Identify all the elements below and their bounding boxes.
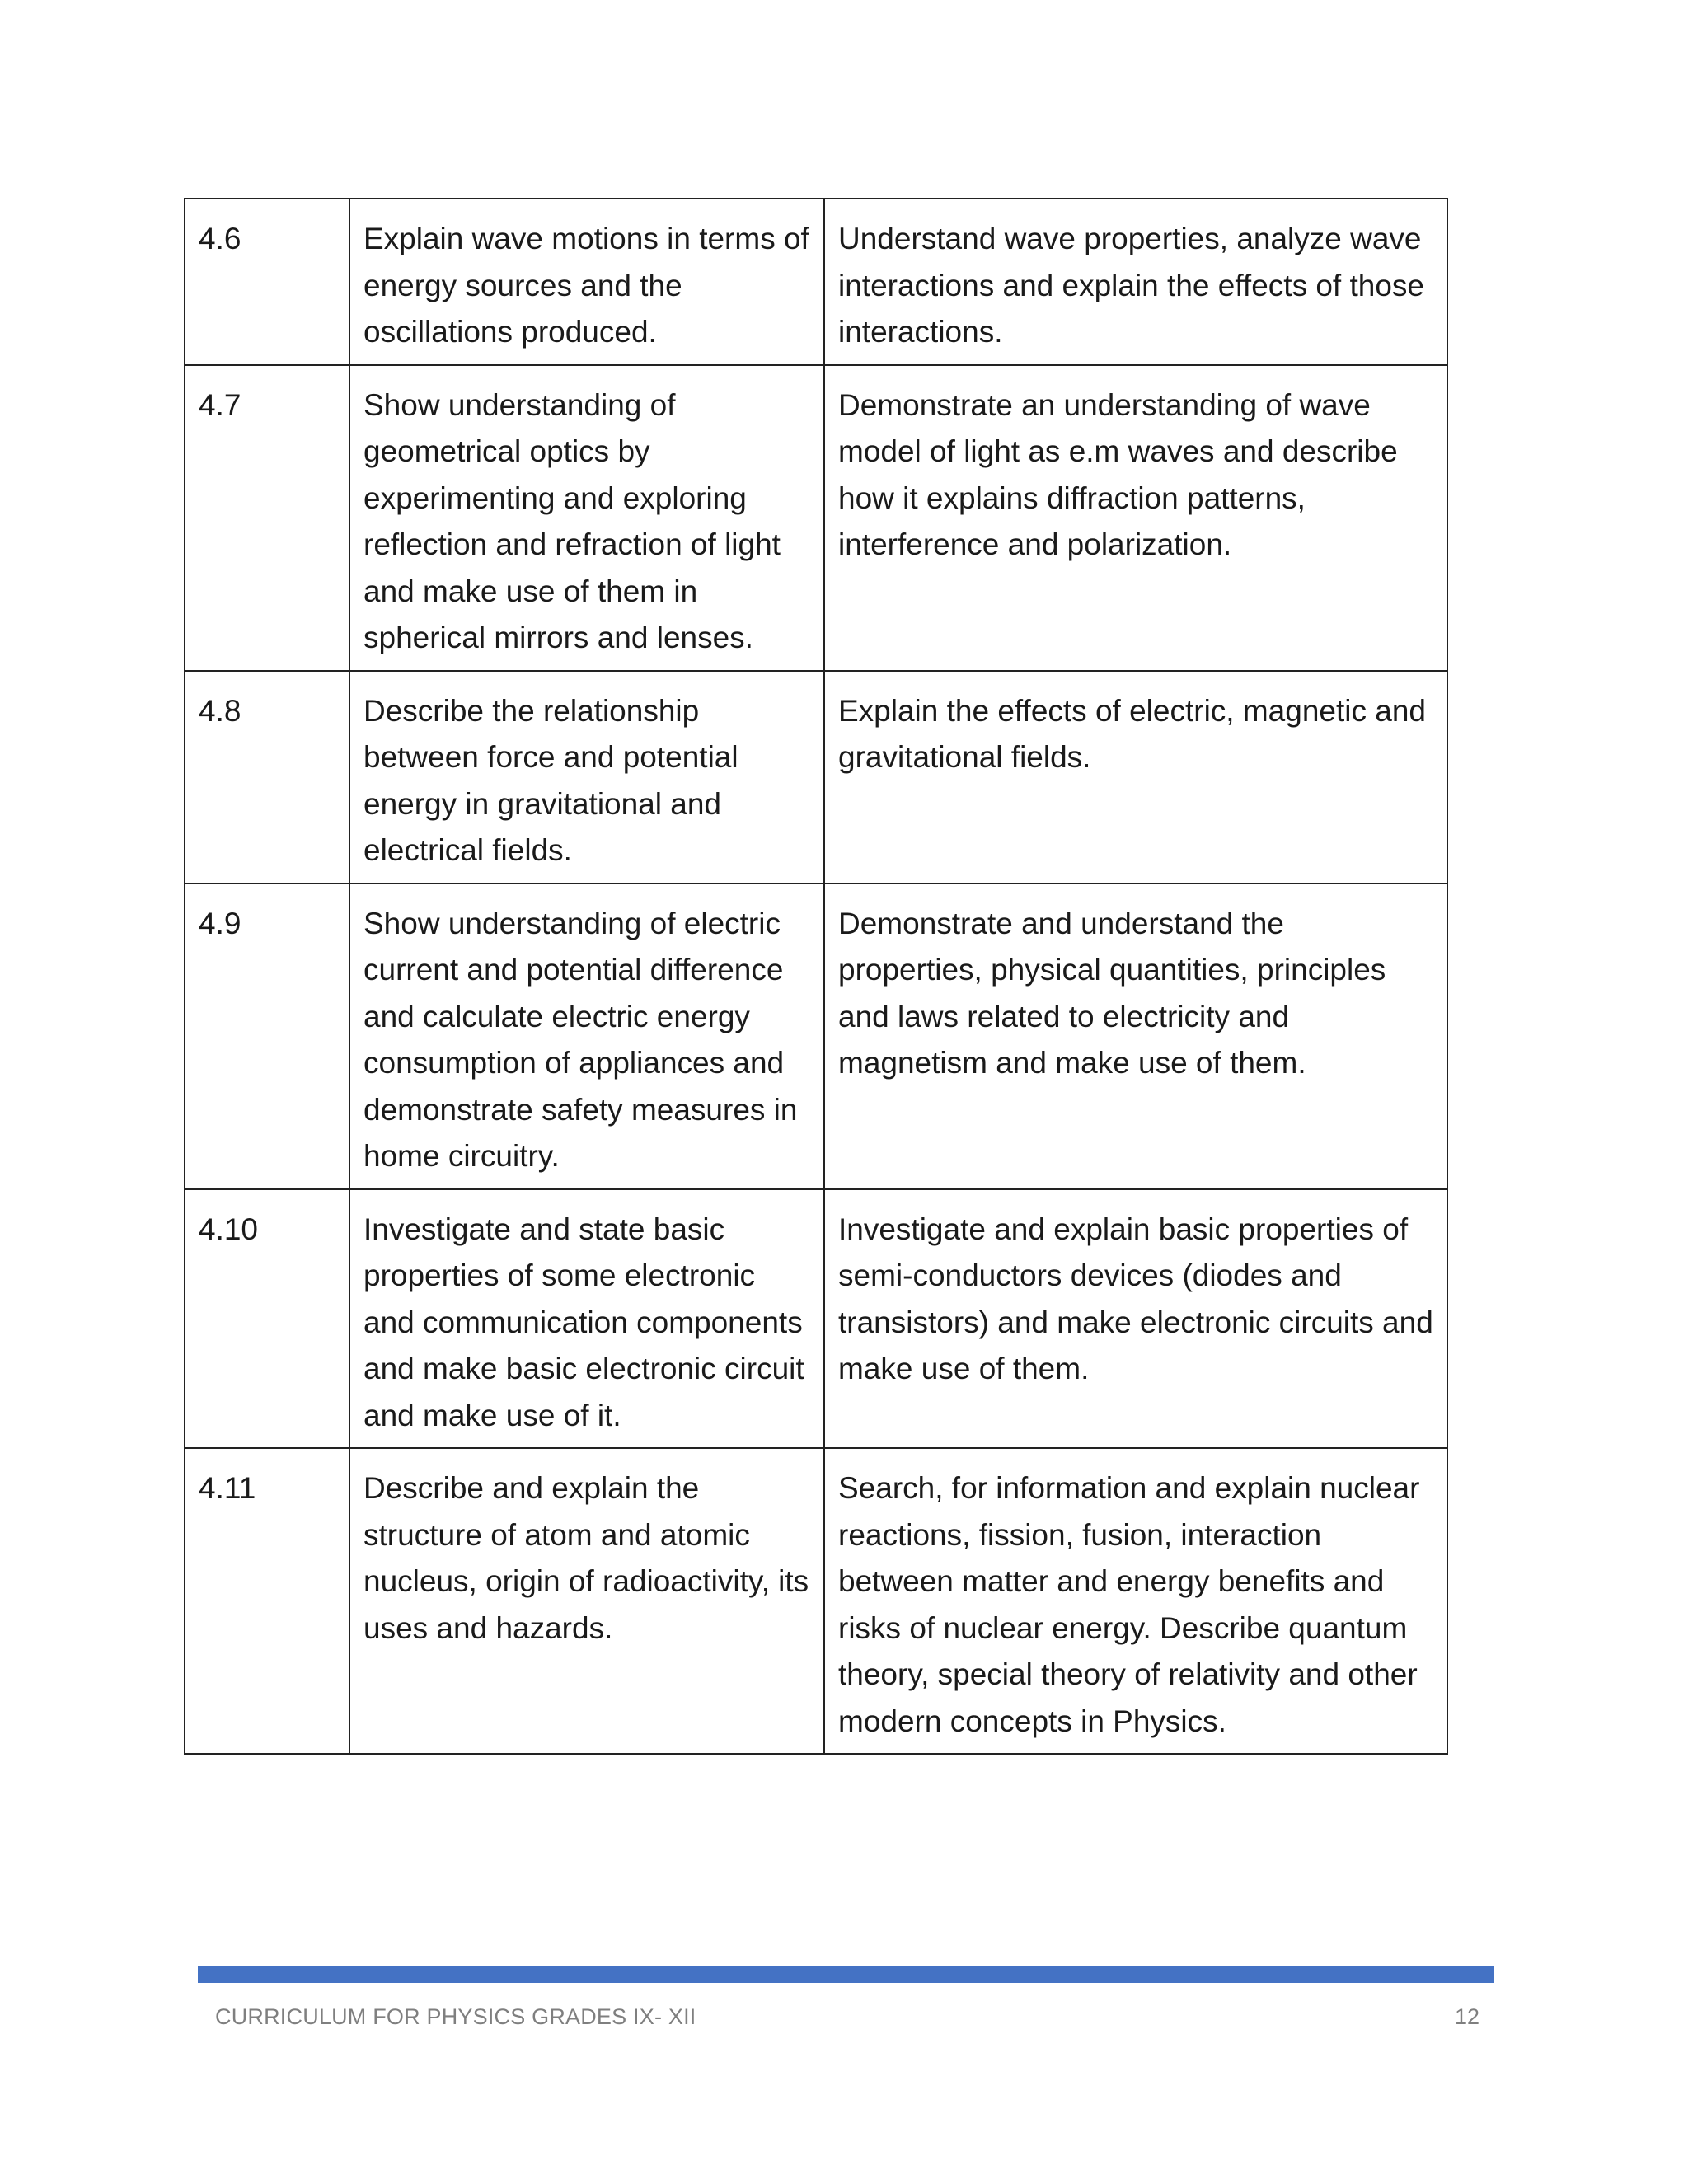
competency-cell: Explain wave motions in terms of energy sources and the oscillations produced. — [349, 199, 824, 365]
row-code-cell: 4.7 — [185, 365, 349, 671]
table-row — [185, 199, 1447, 365]
table-row — [185, 365, 1447, 671]
footer-divider-bar — [198, 1966, 1494, 1983]
table-row — [185, 671, 1447, 883]
learning-outcome-cell: Understand wave properties, analyze wave interactions and explain the effects of those interactions. — [824, 199, 1447, 365]
competency-cell: Investigate and state basic properties of some electronic and communication components and make basic electronic circuit and make use of it. — [349, 1189, 824, 1449]
footer-document-title: CURRICULUM FOR PHYSICS GRADES IX- XII — [215, 2004, 696, 2029]
row-code-cell: 4.8 — [185, 671, 349, 883]
learning-outcome-cell: Search, for information and explain nuclear reactions, fission, fusion, interaction between matter and energy benefits and risks of nuclear energy. Describe quantum theory, special theory of relativity and other modern concepts in Physics. — [824, 1448, 1447, 1754]
row-code-cell: 4.6 — [185, 199, 349, 365]
table-row — [185, 1189, 1447, 1449]
learning-outcome-cell: Demonstrate an understanding of wave model of light as e.m waves and describe how it explains diffraction patterns, interference and polarization. — [824, 365, 1447, 671]
row-code-cell: 4.9 — [185, 883, 349, 1189]
competency-cell: Describe the relationship between force and potential energy in gravitational and electrical fields. — [349, 671, 824, 883]
learning-outcome-cell: Demonstrate and understand the properties, physical quantities, principles and laws related to electricity and magnetism and make use of them. — [824, 883, 1447, 1189]
table-row — [185, 883, 1447, 1189]
competency-cell: Show understanding of electric current and potential difference and calculate electric energy consumption of appliances and demonstrate safety measures in home circuitry. — [349, 883, 824, 1189]
table-row — [185, 1448, 1447, 1754]
learning-outcome-cell: Explain the effects of electric, magnetic and gravitational fields. — [824, 671, 1447, 883]
row-code-cell: 4.11 — [185, 1448, 349, 1754]
page-number: 12 — [1454, 2004, 1479, 2029]
learning-outcome-cell: Investigate and explain basic properties of semi-conductors devices (diodes and transistors) and make electronic circuits and make use of them. — [824, 1189, 1447, 1449]
competency-cell: Describe and explain the structure of atom and atomic nucleus, origin of radioactivity, its uses and hazards. — [349, 1448, 824, 1754]
curriculum-outcomes-table — [184, 198, 1448, 1755]
row-code-cell: 4.10 — [185, 1189, 349, 1449]
competency-cell: Show understanding of geometrical optics by experimenting and exploring reflection and refraction of light and make use of them in spherical mirrors and lenses. — [349, 365, 824, 671]
